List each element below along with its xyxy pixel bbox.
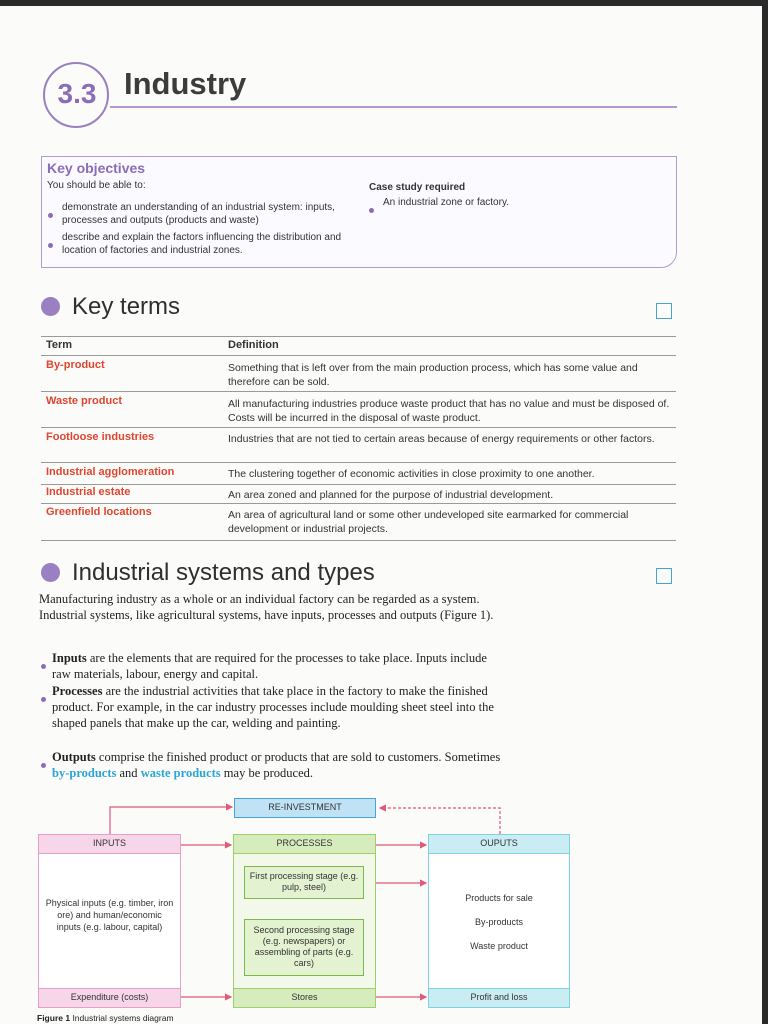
- figure-caption-label: Figure 1: [37, 1013, 71, 1023]
- reinvestment-label: RE-INVESTMENT: [268, 802, 342, 812]
- profit-and-loss-label: Profit and loss: [470, 992, 528, 1002]
- definition-cell: All manufacturing industries produce waste product that has no value and must be disposed of. Costs will be incurred in the disposal of waste product.: [228, 398, 670, 424]
- inputs-text: are the elements that are required for the processes to take place. Inputs include raw materials, labour, energy and capital.: [52, 651, 487, 681]
- objective-item: demonstrate an understanding of an industrial system: inputs, processes and outputs (products and waste): [62, 202, 335, 226]
- definition-cell: Something that is left over from the main production process, which has some value and therefore can be sold.: [228, 362, 638, 388]
- key-objectives-intro: You should be able to:: [47, 180, 146, 191]
- term-cell: Footloose industries: [46, 431, 155, 443]
- definition-cell: An area of agricultural land or some other undeveloped site earmarked for commercial development or industrial projects.: [228, 509, 629, 535]
- term-cell: By-product: [46, 359, 105, 371]
- definition-cell: An area zoned and planned for the purpose of industrial development.: [228, 489, 554, 501]
- outputs-item: Waste product: [470, 941, 528, 951]
- outputs-item: Products for sale: [465, 893, 533, 903]
- outputs-title: OUPUTS: [480, 838, 518, 848]
- definition-cell: Industries that are not tied to certain areas because of energy requirements or other factors.: [228, 433, 655, 445]
- case-study-item: An industrial zone or factory.: [383, 197, 509, 208]
- inputs-description: Physical inputs (e.g. timber, iron ore) and human/economic inputs (e.g. labour, capital): [45, 898, 174, 932]
- term-cell: Industrial agglomeration: [46, 466, 175, 478]
- outputs-text: comprise the finished product or products that are sold to customers. Sometimes: [95, 750, 501, 764]
- inputs-keyword: Inputs: [52, 651, 87, 665]
- outputs-item: By-products: [474, 917, 524, 927]
- key-objectives-heading: Key objectives: [47, 160, 146, 176]
- systems-intro-paragraph: Manufacturing industry as a whole or an individual factory can be regarded as a system. Industrial systems, like agricultural systems, have inputs, processes and outputs (Figure 1).: [39, 592, 494, 622]
- definition-cell: The clustering together of economic activities in close proximity to one another.: [228, 468, 595, 480]
- by-products-link[interactable]: by-products: [52, 766, 117, 780]
- term-cell: Greenfield locations: [46, 506, 152, 518]
- figure-caption: [37, 1013, 174, 1023]
- inputs-title: INPUTS: [92, 838, 126, 848]
- case-study-heading: Case study required: [369, 182, 466, 193]
- waste-products-link[interactable]: waste products: [140, 766, 221, 780]
- col-header-term: Term: [46, 339, 73, 351]
- expenditure-label: Expenditure (costs): [70, 992, 149, 1002]
- outputs-keyword: Outputs: [52, 750, 96, 764]
- section-number: 3.3: [57, 78, 97, 109]
- processes-text: are the industrial activities that take place in the factory to make the finished product. For example, in the car industry processes include moulding sheet steel into the shaped panels that make up the car, welding and painting.: [52, 684, 494, 730]
- stores-label: Stores: [291, 992, 318, 1002]
- systems-heading: Industrial systems and types: [72, 559, 375, 586]
- key-terms-heading: Key terms: [72, 293, 181, 320]
- processes-title: PROCESSES: [276, 838, 333, 848]
- reinvestment-feedback-arrow: [380, 808, 500, 834]
- outputs-text: and: [116, 766, 141, 780]
- term-cell: Waste product: [46, 395, 122, 407]
- second-stage-label: Second processing stage (e.g. newspapers) or assembling of parts (e.g. cars): [253, 925, 355, 968]
- term-cell: Industrial estate: [46, 486, 131, 498]
- figure-caption-text: Industrial systems diagram: [72, 1013, 174, 1023]
- first-stage-label: First processing stage (e.g. pulp, steel): [249, 871, 359, 892]
- col-header-definition: Definition: [228, 339, 279, 351]
- section-title: Industry: [124, 66, 247, 101]
- outputs-text: may be produced.: [220, 766, 313, 780]
- reinvestment-arrow: [110, 807, 232, 834]
- objective-item: describe and explain the factors influencing the distribution and location of factories and industrial zones.: [62, 232, 342, 256]
- processes-keyword: Processes: [52, 684, 103, 698]
